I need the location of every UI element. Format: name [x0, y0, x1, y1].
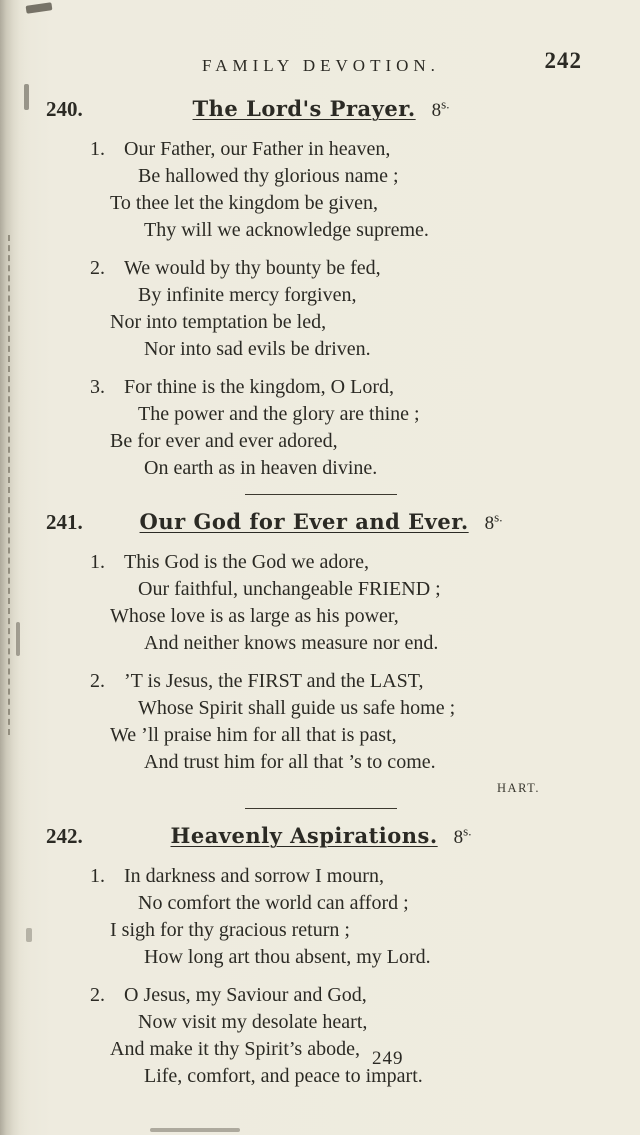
verse-line: Life, comfort, and peace to impart. [144, 1065, 423, 1087]
verse-line: This God is the God we adore, [124, 551, 369, 573]
verse-number: 1. [90, 865, 105, 887]
running-head [46, 48, 596, 82]
verse-line: Thy will we acknowledge supreme. [144, 219, 429, 241]
hymn-section [46, 96, 596, 482]
verse-line: Whose love is as large as his power, [110, 605, 399, 627]
scan-artifact [26, 928, 32, 942]
hymn-meter [431, 96, 450, 121]
verse-line: Our faithful, unchangeable FRIEND ; [138, 578, 441, 600]
verse-line: We ’ll praise him for all that is past, [110, 724, 397, 746]
scan-artifact [24, 84, 29, 110]
verse-line: No comfort the world can afford ; [138, 892, 409, 914]
meter-base: 8 [431, 100, 442, 121]
meter-base: 8 [484, 513, 495, 534]
verse-number: 1. [90, 138, 105, 160]
verse [46, 255, 596, 363]
verse [46, 374, 596, 482]
scan-artifact [16, 622, 20, 656]
verse [46, 668, 596, 776]
verse-line: ’T is Jesus, the FIRST and the LAST, [124, 670, 424, 692]
verse-line: Be for ever and ever adored, [110, 430, 338, 452]
verse-line: Our Father, our Father in heaven, [124, 138, 391, 160]
verse [46, 136, 596, 244]
verse-number: 2. [90, 257, 105, 279]
verse-line: O Jesus, my Saviour and God, [124, 984, 367, 1006]
verse-line: Now visit my desolate heart, [138, 1011, 368, 1033]
hymn-meter [484, 509, 503, 534]
footer-page-number: 249 [372, 1048, 404, 1069]
verse-line: The power and the glory are thine ; [138, 403, 420, 425]
verse-line: We would by thy bounty be fed, [124, 257, 381, 279]
scan-artifact [8, 235, 10, 735]
hymn-section [46, 823, 596, 1090]
scan-artifact [26, 2, 53, 14]
verse-line: For thine is the kingdom, O Lord, [124, 376, 394, 398]
verse-line: By infinite mercy forgiven, [138, 284, 357, 306]
verse-line: Whose Spirit shall guide us safe home ; [138, 697, 456, 719]
verse-number: 2. [90, 670, 105, 692]
meter-superscript: s. [463, 823, 472, 839]
verse-line: To thee let the kingdom be given, [110, 192, 378, 214]
hymn-header [46, 823, 596, 851]
verse-line: On earth as in heaven divine. [144, 457, 378, 479]
hymn-header [46, 96, 596, 124]
verse-line: And make it thy Spirit’s abode, [110, 1038, 360, 1060]
hymn-header [46, 509, 596, 537]
meter-superscript: s. [494, 509, 503, 525]
attribution: HART. [497, 781, 540, 795]
verse-line: I sigh for thy gracious return ; [110, 919, 350, 941]
hymn-number: 240. [46, 97, 83, 121]
verse-number: 1. [90, 551, 105, 573]
verse-line: And neither knows measure nor end. [144, 632, 439, 654]
running-title: FAMILY DEVOTION. [202, 56, 440, 75]
verse-line: Nor into sad evils be driven. [144, 338, 371, 360]
header-page-number: 242 [544, 48, 582, 73]
hymn-title: The Lord's Prayer. [192, 96, 416, 121]
hymn-number: 242. [46, 824, 83, 848]
verse-number: 3. [90, 376, 105, 398]
scan-edge-artifact [0, 0, 30, 1135]
hymn-meter [453, 823, 472, 848]
verse [46, 549, 596, 657]
meter-base: 8 [453, 827, 464, 848]
hymn-title: Our God for Ever and Ever. [139, 509, 469, 534]
verse [46, 982, 596, 1090]
section-divider [245, 494, 397, 495]
scan-artifact [150, 1128, 240, 1132]
meter-superscript: s. [441, 96, 450, 112]
verse-line: Be hallowed thy glorious name ; [138, 165, 399, 187]
verse [46, 863, 596, 971]
section-divider [245, 808, 397, 809]
verse-number: 2. [90, 984, 105, 1006]
page-content [46, 48, 596, 1101]
hymn-section [46, 509, 596, 796]
hymn-title: Heavenly Aspirations. [170, 823, 438, 848]
verse-line: How long art thou absent, my Lord. [144, 946, 431, 968]
verse-line: And trust him for all that ’s to come. [144, 751, 436, 773]
verse-line: Nor into temptation be led, [110, 311, 327, 333]
verse-line: In darkness and sorrow I mourn, [124, 865, 384, 887]
hymn-number: 241. [46, 510, 83, 534]
